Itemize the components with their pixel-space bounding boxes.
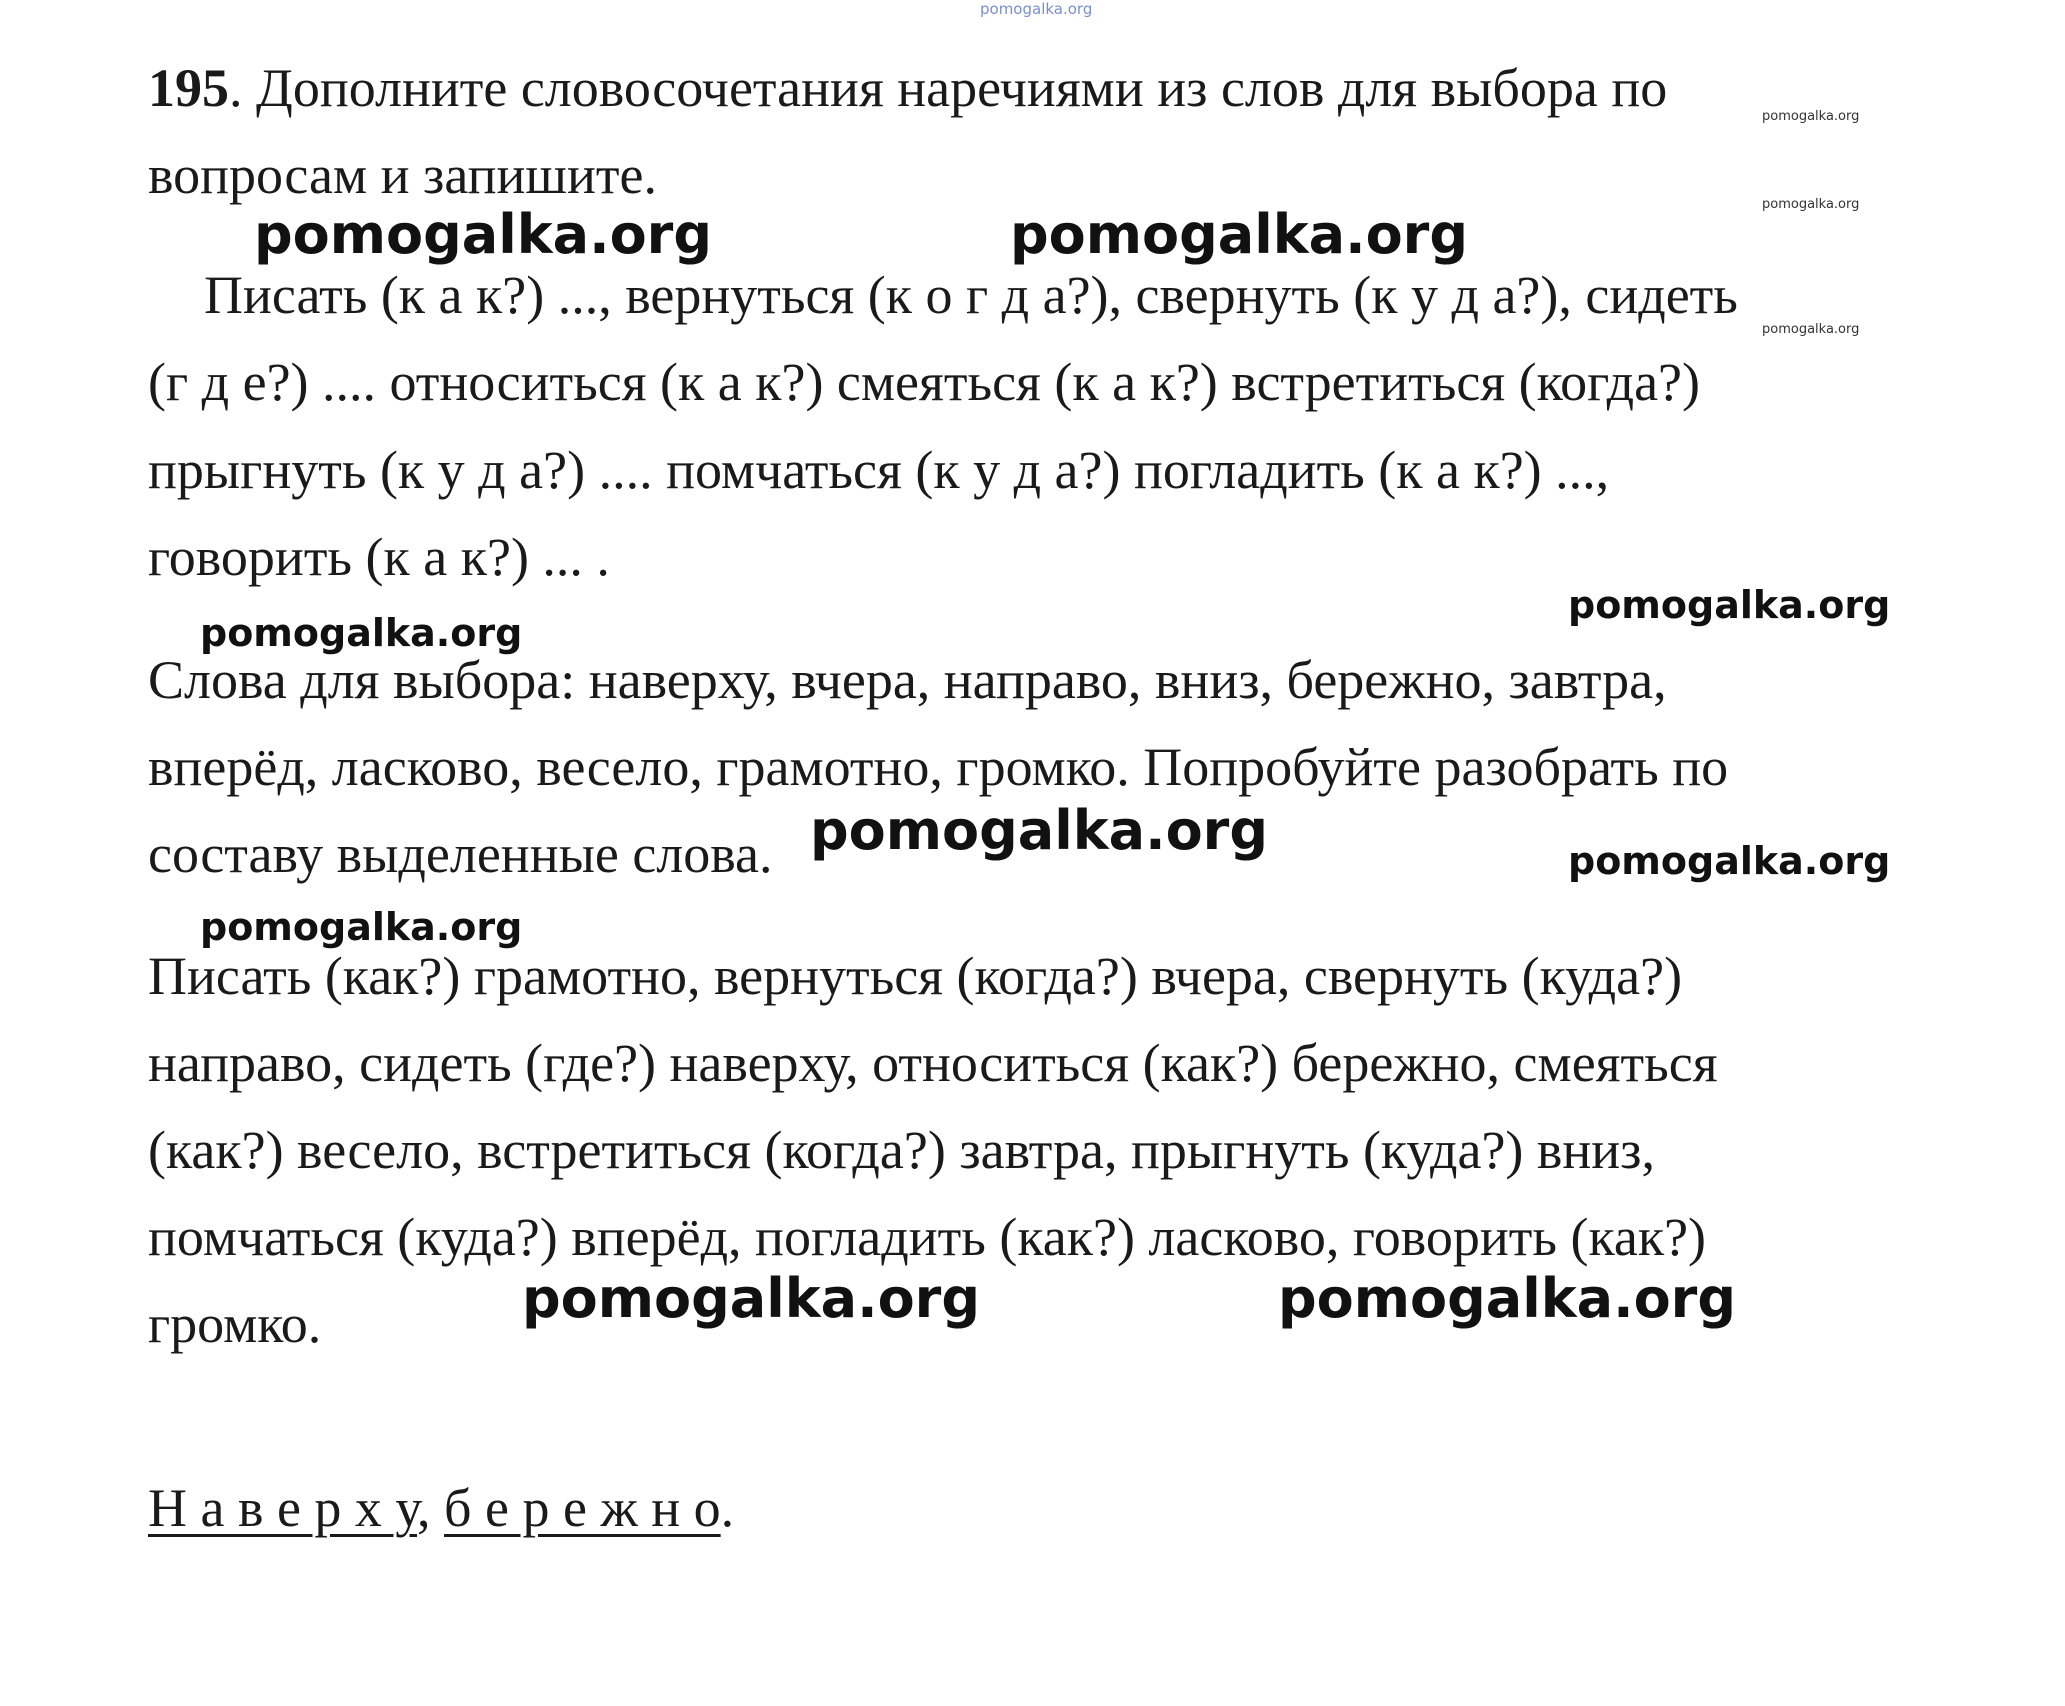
answer-line: громко. [148,1294,322,1354]
watermark: pomogalka.org [200,611,523,655]
separator: , [417,1478,445,1538]
watermark: pomogalka.org [1568,839,1891,883]
answer-line: (как?) весело, встретиться (когда?) завтра, прыгнуть (куда?) вниз, [148,1120,1656,1180]
watermark: pomogalka.org [810,799,1268,862]
watermark: pomogalka.org [1010,203,1468,266]
highlighted-words [148,1478,734,1538]
answer-line: направо, сидеть (где?) наверху, относиться (как?) бережно, смеяться [148,1033,1718,1093]
answer-line: помчаться (куда?) вперёд, погладить (как?) ласково, говорить (как?) [148,1207,1707,1267]
period: . [720,1478,735,1538]
watermark-top: pomogalka.org [980,0,1093,18]
task-title-line2: вопросам и запишите. [148,145,657,205]
choice-line: вперёд, ласково, весело, грамотно, громко. Попробуйте разобрать по [148,737,1729,797]
answer-line: Писать (как?) грамотно, вернуться (когда?) вчера, свернуть (куда?) [148,946,1683,1006]
watermark: pomogalka.org [1568,583,1891,627]
exercise-line: Писать (к а к?) ..., вернуться (к о г д а?), свернуть (к у д а?), сидеть [204,265,1738,325]
task-title-text: . Дополните словосочетания наречиями из слов для выбора по [229,58,1668,118]
watermark: pomogalka.org [522,1267,980,1330]
exercise-line: говорить (к а к?) ... . [148,527,610,587]
choice-line: Слова для выбора: наверху, вчера, направо, вниз, бережно, завтра, [148,650,1667,710]
task-title [148,58,1667,118]
watermark: pomogalka.org [254,203,712,266]
exercise-line: прыгнуть (к у д а?) .... помчаться (к у д а?) погладить (к а к?) ..., [148,440,1610,500]
highlighted-word-naverhu: Н а в е р х у [148,1478,418,1538]
exercise-line: (г д е?) .... относиться (к а к?) смеяться (к а к?) встретиться (когда?) [148,352,1700,412]
watermark: pomogalka.org [1762,322,1860,337]
task-number: 195 [148,58,229,118]
choice-line: составу выделенные слова. [148,824,773,884]
watermark: pomogalka.org [1278,1267,1736,1330]
highlighted-word-berezhno: б е р е ж н о [444,1478,721,1538]
watermark: pomogalka.org [200,905,523,949]
watermark: pomogalka.org [1762,197,1860,212]
watermark: pomogalka.org [1762,109,1860,124]
